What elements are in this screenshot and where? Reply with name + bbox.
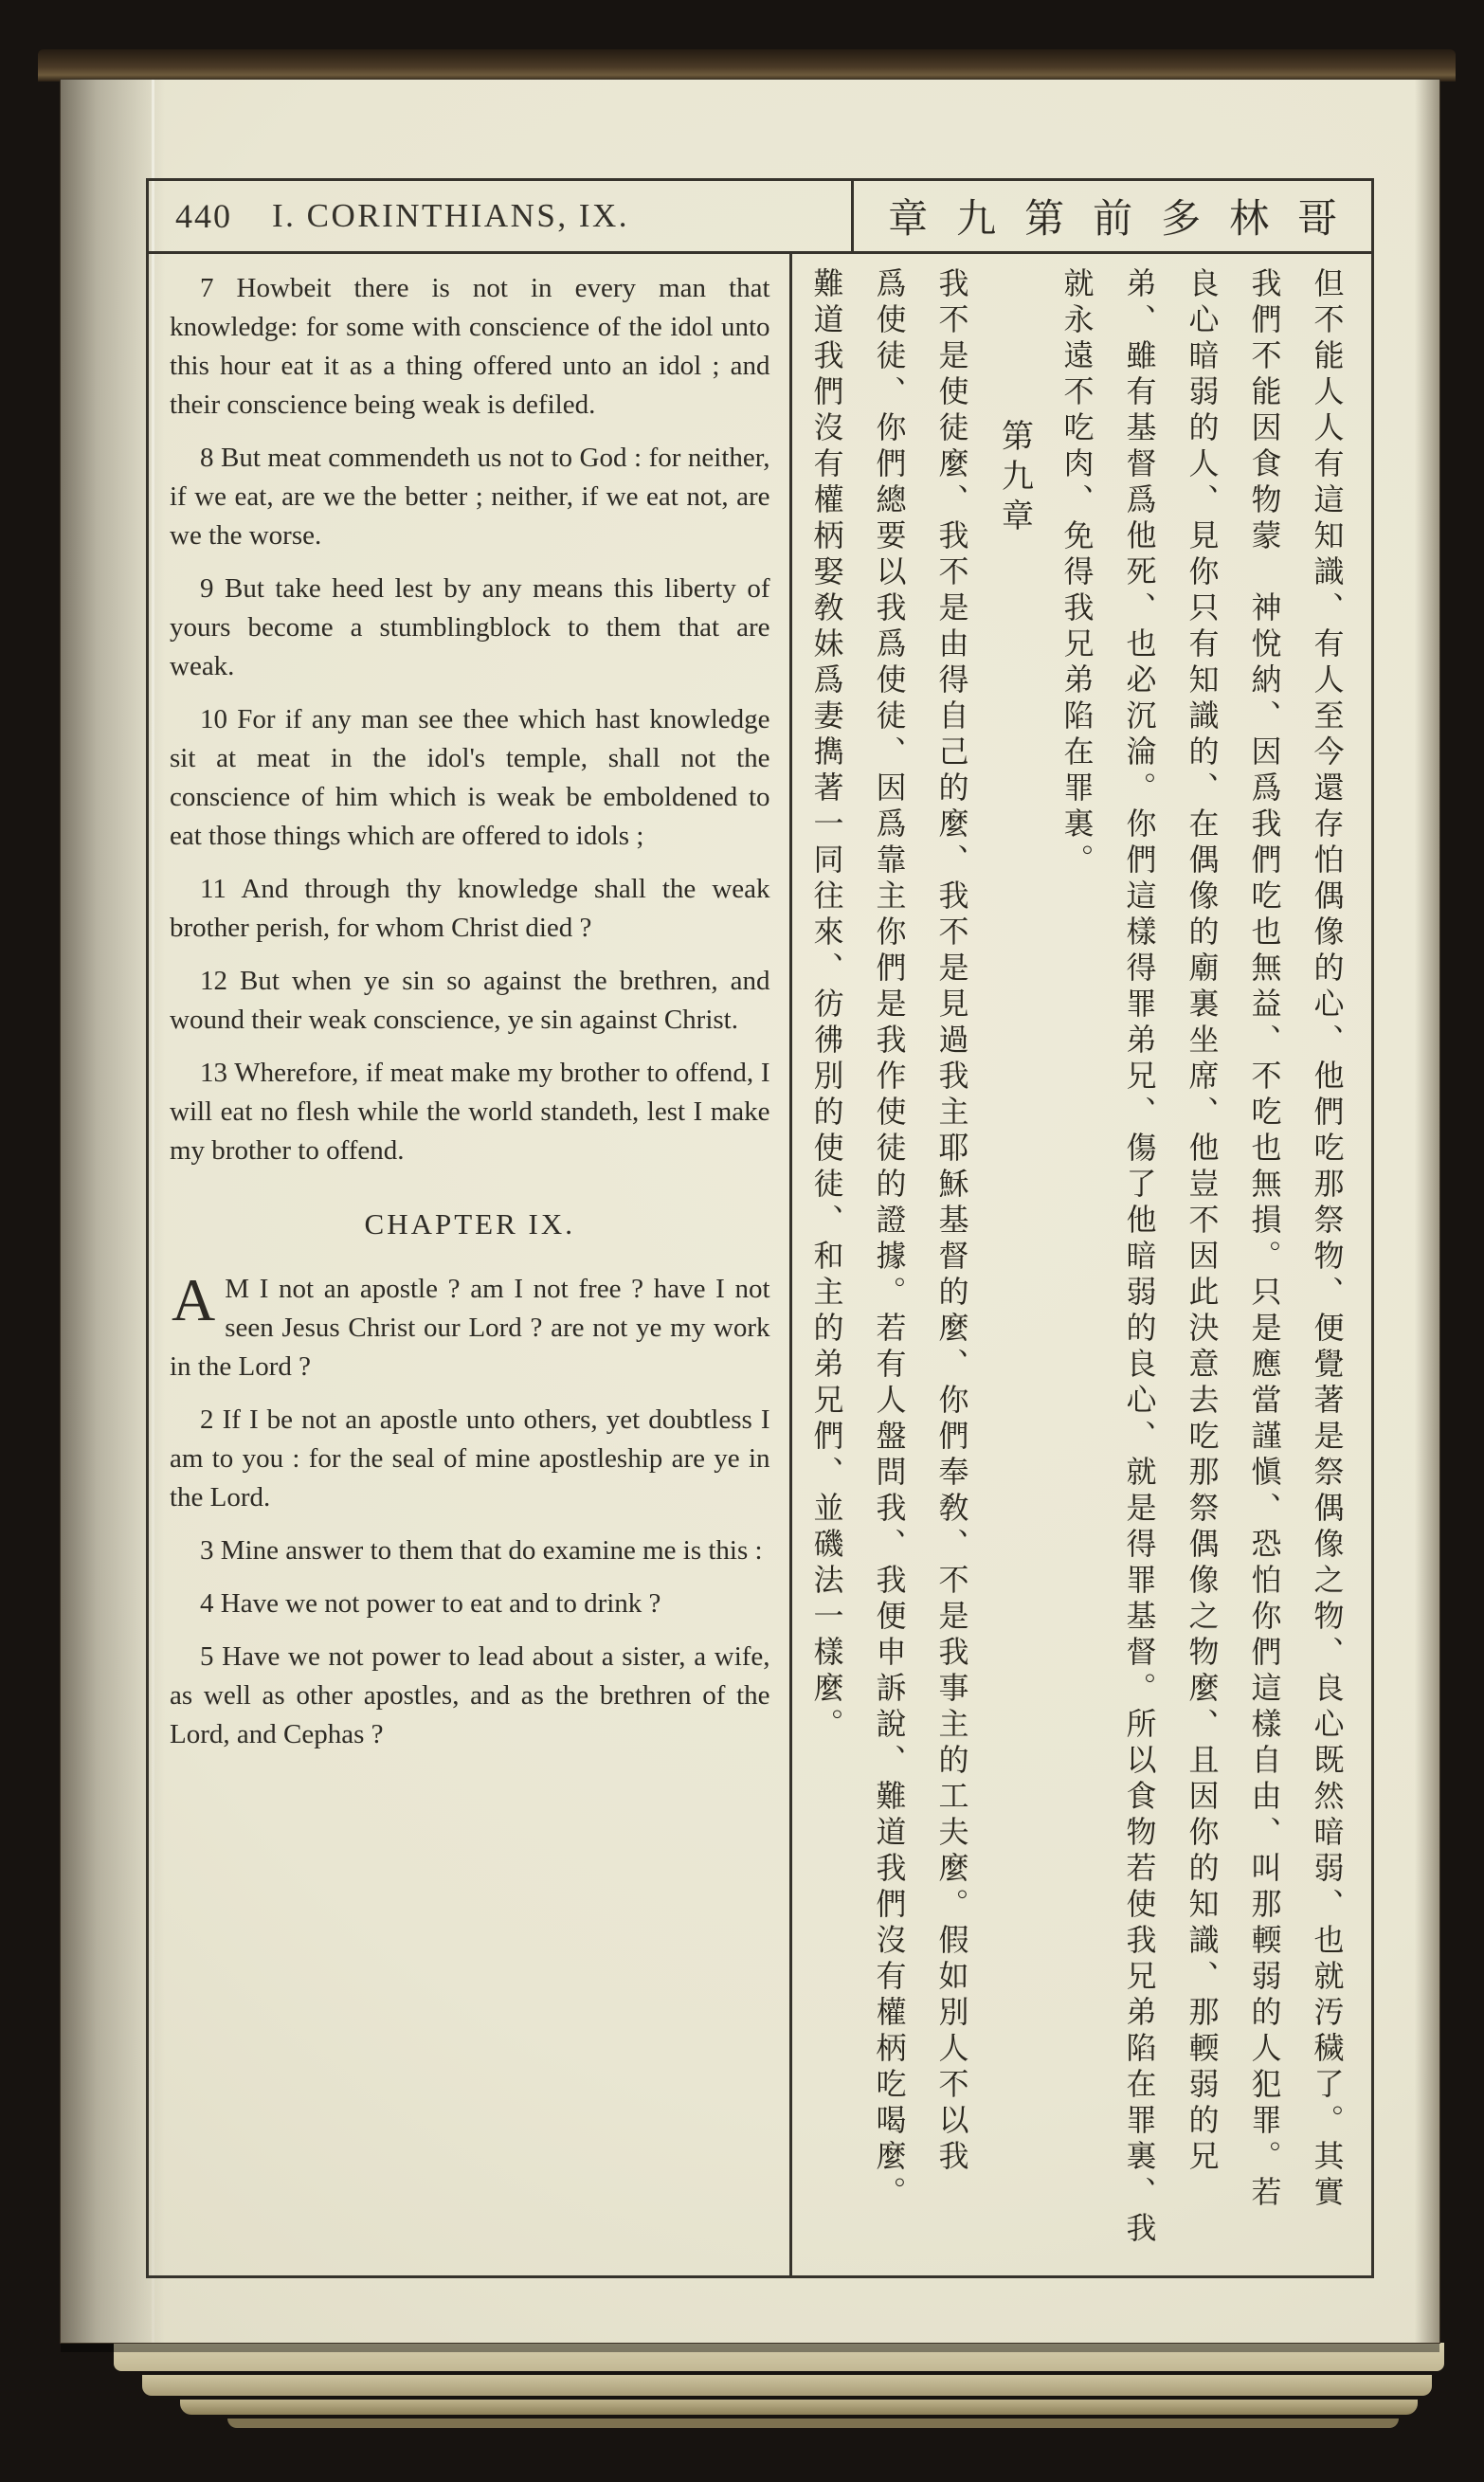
verse-paragraph: 4 Have we not power to eat and to drink ? <box>200 1588 661 1619</box>
page-stack-edge <box>142 2375 1432 2396</box>
verse-paragraph: 7 Howbeit there is not in every man that knowledge: for some with conscience of the idol unto this hour eat it as a thing offered unto an idol ; and their conscience being weak is defiled. <box>170 273 770 420</box>
english-column <box>149 254 792 2278</box>
page-stack-edge <box>227 2419 1399 2428</box>
verse-paragraph: 5 Have we not power to lead about a sister, a wife, as well as other apostles, and as the brethren of the Lord, and Cephas ? <box>170 1641 770 1749</box>
chinese-text-column: 爲使徒、你們總要以我爲使徒、因爲靠主你們是我作使徒的證據。若有人盤問我、我便申訴說、難道我們沒有權柄吃喝麼。 <box>871 267 908 2212</box>
verse-paragraph: 9 But take heed lest by any means this liberty of yours become a stumblingblock to them that are weak. <box>170 573 770 681</box>
chinese-column <box>792 254 1371 2278</box>
chinese-text-column: 難道我們沒有權柄娶敎妹爲妻擕著一同往來、彷彿別的使徒、和主的弟兄們、並磯法一樣麼。 <box>808 267 845 1744</box>
verse-paragraph: 13 Wherefore, if meat make my brother to offend, I will eat no flesh while the world standeth, lest I make my brother to offend. <box>170 1058 770 1166</box>
header-english <box>149 181 854 251</box>
chapter-heading-chinese: 第九章 <box>995 419 1034 538</box>
page-stack-edge <box>180 2400 1418 2415</box>
chinese-text-column: 我們不能因食物蒙 神悅納、因爲我們吃也無益、不吃也無損。只是應當謹愼、恐怕你們這樣自由、叫那輭弱的人犯罪。若 <box>1246 267 1283 2212</box>
verse-paragraph: 10 For if any man see thee which hast knowledge sit at meat in the idol's temple, shall not the conscience of him which is weak be emboldened to eat those things which are offered to idols ; <box>170 704 770 851</box>
chinese-title: 章九第前多林哥 <box>888 195 1366 242</box>
chapter-heading-english: CHAPTER IX. <box>364 1207 575 1241</box>
header-chinese <box>854 181 1371 251</box>
chinese-vertical-text <box>796 267 1359 2265</box>
page-number: 440 <box>175 197 232 235</box>
verse-paragraph: 11 And through thy knowledge shall the weak brother perish, for whom Christ died ? <box>170 874 770 943</box>
verse-text: M I not an apostle ? am I not free ? have I not seen Jesus Christ our Lord ? are not ye my work in the Lord ? <box>170 1274 770 1382</box>
chinese-text-column: 良心暗弱的人、見你只有知識的、在偶像的廟裏坐席、他豈不因此決意去吃那祭偶像之物麼、且因你的知識、那輭弱的兄 <box>1184 267 1221 2176</box>
page-content <box>149 254 1371 2278</box>
dropcap-letter: A <box>172 1266 216 1333</box>
chinese-text-column: 我不是使徒麼、我不是由得自己的麼、我不是見過我主耶穌基督的麼、你們奉敎、不是我事主的工夫麼。假如別人不以我 <box>933 267 970 2176</box>
page-header <box>149 181 1371 254</box>
page-stack-edge <box>114 2343 1444 2371</box>
book-top-edge <box>38 49 1456 82</box>
english-title: I. CORINTHIANS, IX. <box>272 197 630 234</box>
chinese-text-column: 但不能人人有這知識、有人至今還存怕偶像的心、他們吃那祭物、便覺著是祭偶像之物、良心既然暗弱、也就汚穢了。其實 <box>1309 267 1346 2212</box>
printed-frame <box>146 178 1374 2278</box>
chinese-text-column: 就永遠不吃肉、免得我兄弟陷在罪裏。 <box>1059 267 1095 879</box>
chinese-text-column: 弟、雖有基督爲他死、也必沉淪。你們這樣得罪弟兄、傷了他暗弱的良心、就是得罪基督。所以食物若使我兄弟陷在罪裏、我 <box>1121 267 1158 2248</box>
verse-paragraph: 8 But meat commendeth us not to God : for neither, if we eat, are we the better ; neither, if we eat not, are we the worse. <box>170 443 770 551</box>
book-page <box>61 80 1439 2343</box>
verse-paragraph-dropcap <box>170 1266 770 1386</box>
verse-paragraph: 2 If I be not an apostle unto others, yet doubtless I am to you : for the seal of mine apostleship are ye in the Lord. <box>170 1404 770 1513</box>
verse-paragraph: 3 Mine answer to them that do examine me is this : <box>200 1535 763 1566</box>
verse-paragraph: 12 But when ye sin so against the brethren, and wound their weak conscience, ye sin against Christ. <box>170 966 770 1035</box>
